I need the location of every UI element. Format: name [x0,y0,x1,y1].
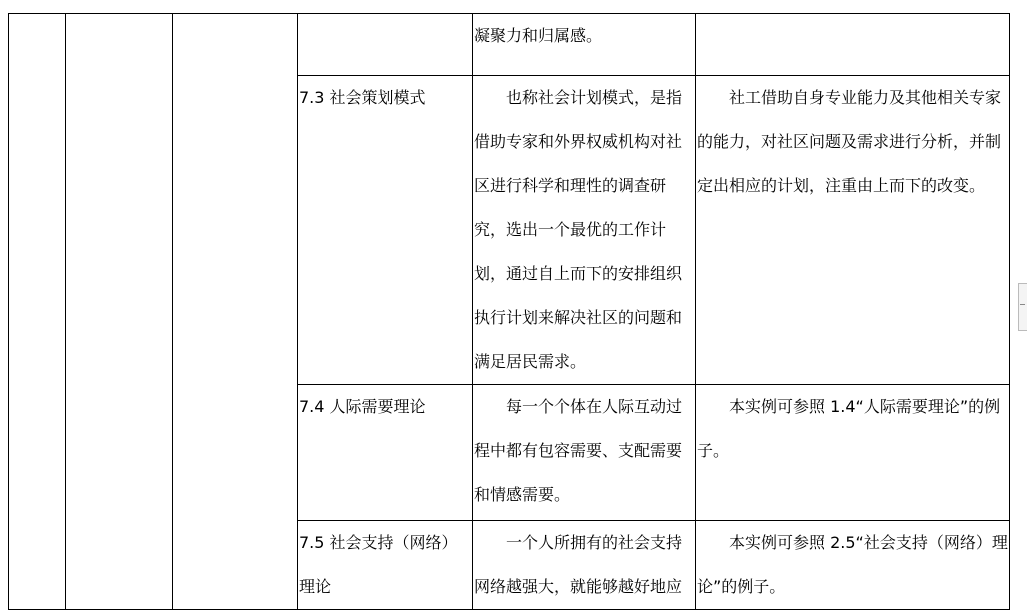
theory-name: 7.5 社会支持（网络）理论 [299,533,458,596]
theory-name-cell [298,521,473,610]
table-row [9,14,1010,76]
empty-cell-col1 [9,14,66,610]
example-cell [696,14,1010,76]
definition-text: 也称社会计划模式，是指借助专家和外界权威机构对社区进行科学和理性的调查研究，选出一个最优的工作计划，通过自上而下的安排组织执行计划来解决社区的问题和满足居民需求。 [474,88,683,371]
empty-cell-col3 [173,14,298,610]
theory-name-cell [298,14,473,76]
theory-name: 7.3 社会策划模式 [299,88,426,107]
definition-cell [473,521,696,610]
page-edge-handle[interactable] [1018,283,1027,331]
definition-text: 每一个个体在人际互动过程中都有包容需要、支配需要和情感需要。 [474,397,683,504]
empty-cell-col2 [66,14,173,610]
definition-cell [473,14,696,76]
example-cell [696,521,1010,610]
theory-name: 7.4 人际需要理论 [299,397,426,416]
theory-name-cell [298,76,473,385]
example-cell [696,76,1010,385]
definition-cell [473,76,696,385]
page-edge-tick [1020,304,1025,305]
theory-name-cell [298,385,473,521]
example-text: 社工借助自身专业能力及其他相关专家的能力，对社区问题及需求进行分析，并制定出相应的计划，注重由上而下的改变。 [697,88,1002,195]
example-text: 本实例可参照 2.5“社会支持（网络）理论”的例子。 [697,533,1008,596]
definition-text: 凝聚力和归属感。 [474,26,603,45]
definition-text: 一个人所拥有的社会支持网络越强大，就能够越好地应 [474,533,683,596]
example-text: 本实例可参照 1.4“人际需要理论”的例子。 [697,397,1001,460]
definition-cell [473,385,696,521]
document-table [8,13,1010,610]
example-cell [696,385,1010,521]
